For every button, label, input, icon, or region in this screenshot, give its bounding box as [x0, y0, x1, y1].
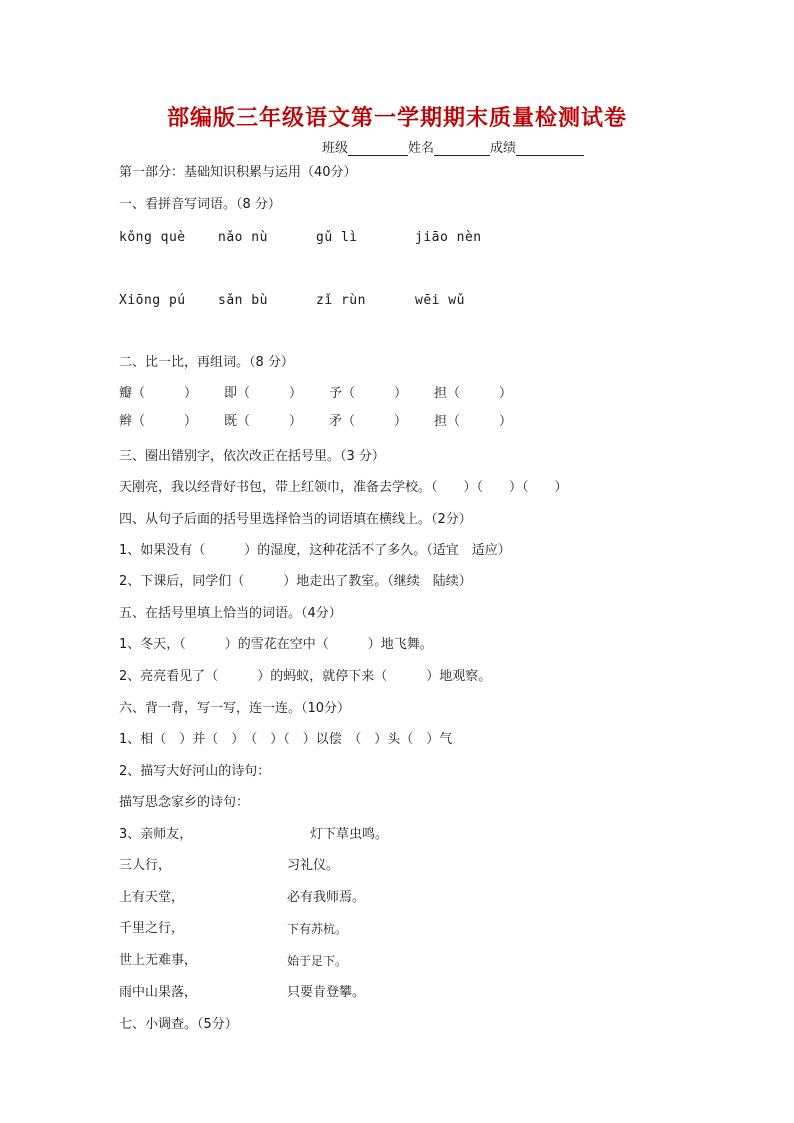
pinyin-item: gǔ lì: [316, 230, 358, 245]
poem-left-item[interactable]: 雨中山果落，: [119, 985, 198, 1000]
pinyin-item: nǎo nù: [218, 230, 268, 245]
pinyin-item: jiāo nèn: [415, 230, 482, 245]
poem-right-item[interactable]: 下有苏杭。: [287, 922, 348, 936]
pinyin-item: Xiōng pú: [119, 293, 186, 308]
compare-item[interactable]: 予（ ）: [329, 386, 408, 401]
q1-heading: 一、看拼音写词语。（8 分）: [119, 197, 281, 212]
q6-line-1[interactable]: 1、相（ ）并（ ） （ ）（ ）以偿 （ ）头（ ）气: [119, 732, 453, 747]
poem-left-item[interactable]: 千里之行，: [119, 921, 185, 936]
q2-heading: 二、比一比，再组词。（8 分）: [119, 355, 294, 370]
q3-heading: 三、圈出错别字，依次改正在括号里。（3 分）: [119, 449, 385, 464]
page-title: 部编版三年级语文第一学期期末质量检测试卷: [166, 105, 627, 131]
poem-left-item[interactable]: 三人行，: [119, 858, 172, 873]
poem-left-item[interactable]: 3、亲师友，: [119, 827, 193, 842]
q5-heading: 五、在括号里填上恰当的词语。（4分）: [119, 606, 342, 621]
compare-item[interactable]: 即（ ）: [224, 386, 303, 401]
part-one-heading: 第一部分：基础知识积累与运用（40分）: [119, 165, 357, 180]
q4-heading: 四、从句子后面的括号里选择恰当的词语填在横线上。（2分）: [119, 512, 472, 527]
compare-item[interactable]: 既（ ）: [224, 414, 303, 429]
pinyin-item: zǐ rùn: [316, 293, 366, 308]
poem-right-item[interactable]: 灯下草虫鸣。: [310, 827, 389, 842]
poem-right-item[interactable]: 必有我师焉。: [287, 890, 366, 905]
q4-line-2[interactable]: 2、下课后，同学们（ ）地走出了教室。（继续 陆续）: [119, 574, 472, 589]
q5-line-1[interactable]: 1、冬天，（ ）的雪花在空中（ ）地飞舞。: [119, 637, 433, 652]
compare-item[interactable]: 瓣（ ）: [119, 386, 198, 401]
name-label: 姓名: [408, 141, 435, 156]
class-label: 班级: [322, 141, 349, 156]
q6-line-3: 描写思念家乡的诗句：: [119, 795, 250, 810]
q5-line-2[interactable]: 2、亮亮看见了（ ）的蚂蚁，就停下来（ ）地观察。: [119, 669, 492, 684]
q7-heading: 七、小调查。（5分）: [119, 1017, 238, 1032]
score-blank[interactable]: [516, 141, 584, 156]
compare-item[interactable]: 担（ ）: [434, 414, 513, 429]
compare-item[interactable]: 矛（ ）: [329, 414, 408, 429]
q6-line-2: 2、描写大好河山的诗句：: [119, 764, 271, 779]
q4-line-1[interactable]: 1、如果没有（ ）的湿度，这种花活不了多久。（适宜 适应）: [119, 543, 511, 558]
poem-left-item[interactable]: 上有天堂，: [119, 890, 185, 905]
poem-right-item[interactable]: 习礼仪。: [287, 858, 340, 873]
compare-item[interactable]: 辫（ ）: [119, 414, 198, 429]
class-blank[interactable]: [348, 141, 408, 156]
name-blank[interactable]: [434, 141, 490, 156]
q3-sentence[interactable]: 天刚亮，我以经背好书包，带上红领巾，准备去学校。（ ）（ ）（ ）: [119, 480, 568, 495]
student-info: [322, 137, 584, 156]
score-label: 成绩: [490, 141, 517, 156]
pinyin-item: sǎn bù: [218, 293, 268, 308]
pinyin-item: wēi wǔ: [415, 293, 465, 308]
poem-right-item[interactable]: 始于足下。: [287, 954, 348, 968]
pinyin-item: kǒng què: [119, 230, 186, 245]
q6-heading: 六、背一背，写一写，连一连。（10分）: [119, 701, 351, 716]
poem-right-item[interactable]: 只要肯登攀。: [287, 985, 366, 1000]
compare-item[interactable]: 担（ ）: [434, 386, 513, 401]
poem-left-item[interactable]: 世上无难事，: [119, 953, 198, 968]
